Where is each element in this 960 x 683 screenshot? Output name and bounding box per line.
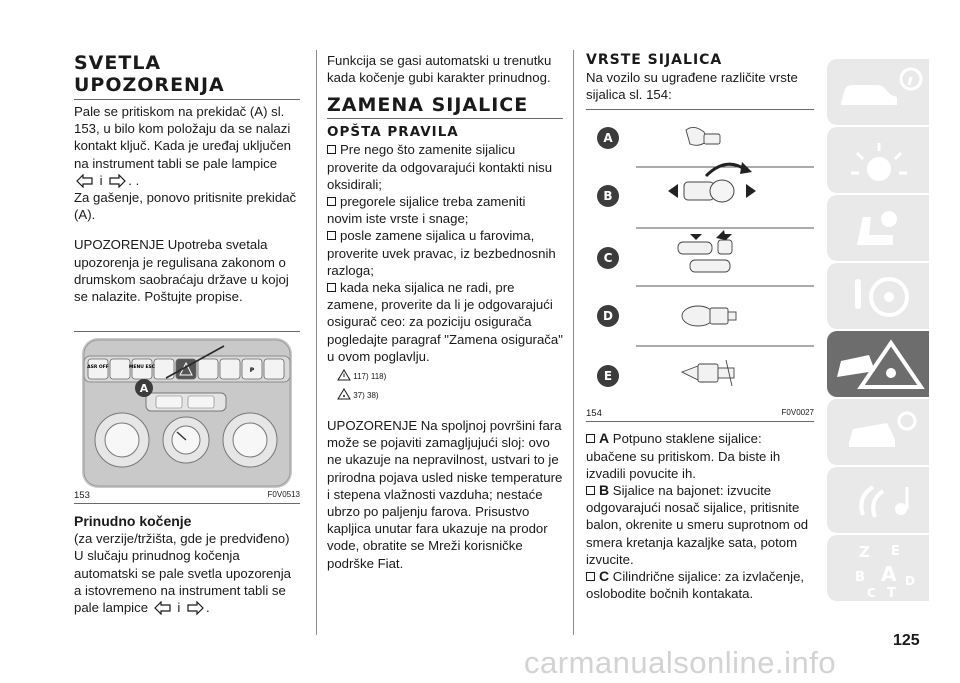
bullet-text: posle zamene sijalica u farovima, proverite uvek pravac, iz bezbednosnih razloga; xyxy=(327,228,556,278)
section-title-line2: UPOZORENJA xyxy=(74,74,225,96)
bulb-item-text: Sijalice na bajonet: izvucite odgovarajući nosač sijalice, pritisnite balon, okrenite u smeru suprotnom od smera kretanja kazaljke sata, potom izvucite. xyxy=(586,483,809,567)
emergency-warning-icon xyxy=(827,331,929,397)
bulb-types-heading: VRSTE SIJALICA xyxy=(586,52,723,68)
tab-index[interactable] xyxy=(827,535,929,601)
tab-maintenance[interactable] xyxy=(827,399,929,465)
bulb-item-b xyxy=(586,482,814,568)
bulb-letter-d: D xyxy=(603,309,613,324)
turn-left-lamp-icon xyxy=(76,174,94,188)
tab-multimedia[interactable] xyxy=(827,467,929,533)
switch-off-paragraph: Za gašenje, ponovo pritisnite prekidač (A). xyxy=(74,190,297,223)
wedge-bulb-drawing xyxy=(686,128,720,146)
bulb-item-text: Cilindrične sijalice: za izvlačenje, oslobodite bočnih kontakata. xyxy=(586,569,805,602)
bullet-text: pregorele sijalice treba zameniti novim iste vrste i snage; xyxy=(327,194,526,227)
caution-triangle-icon xyxy=(337,388,351,400)
turn-right-lamp-icon xyxy=(108,174,126,188)
dashboard-switch-illustration xyxy=(74,338,300,488)
hazard-text: Pale se pritiskom na prekidač (A) sl. 153, u bilo kom položaju da se nalazi kontakt ključ. Kada je uređaj uključen na instrument tabli se pale lampice xyxy=(74,104,291,171)
title-divider xyxy=(74,99,300,100)
middle-column xyxy=(327,52,563,572)
general-rules-heading: OPŠTA PRAVILA xyxy=(327,124,459,141)
bulb-item-letter: A xyxy=(599,430,610,447)
bulb-types-illustration xyxy=(586,110,814,406)
bullet-square xyxy=(586,434,595,443)
heading-divider xyxy=(327,118,563,119)
figure-code: F0V0513 xyxy=(267,490,300,500)
figure-bottom-rule xyxy=(586,421,814,422)
alphabetical-index-icon xyxy=(827,535,929,601)
figure-top-rule xyxy=(74,331,300,332)
watermark: carmanualsonline.info xyxy=(524,645,837,680)
bullet-item xyxy=(327,141,563,193)
bulb-letter-c: C xyxy=(603,251,613,266)
conjunction: i xyxy=(177,600,181,616)
svg-text:A: A xyxy=(881,562,897,586)
emergency-braking-heading: Prinudno kočenje xyxy=(74,513,192,530)
sun-icon xyxy=(827,127,929,193)
svg-text:D: D xyxy=(905,574,915,588)
figure-bottom-rule xyxy=(74,503,300,504)
figure-153 xyxy=(74,331,300,504)
column-rule-1 xyxy=(316,50,317,635)
seat-airbag-icon xyxy=(827,195,929,261)
figure-number: 154 xyxy=(586,408,602,420)
svg-text:T: T xyxy=(887,586,896,601)
svg-text:Z: Z xyxy=(859,543,870,561)
warning-triangle-icon xyxy=(337,369,351,381)
bullet-square xyxy=(327,231,336,240)
asr-off-label: ASR OFF xyxy=(87,365,109,371)
callout-a: A xyxy=(139,382,149,396)
figure-caption xyxy=(74,490,300,501)
bullet-square xyxy=(586,486,595,495)
bayonet-bulb-drawing xyxy=(668,162,756,202)
svg-text:E: E xyxy=(891,544,900,559)
tab-driving[interactable] xyxy=(827,263,929,329)
tab-safety[interactable] xyxy=(827,127,929,193)
warning-paragraph: UPOZORENJE Upotreba svetala upozorenja je regulisana zakonom o drumskom saobraćaju države u kojoj se nalazite. Poštujte propise. xyxy=(74,237,289,305)
sentence-end: . xyxy=(206,600,210,616)
bulb-letter-b: B xyxy=(603,189,613,204)
page-number: 125 xyxy=(893,632,920,649)
left-column xyxy=(74,52,300,616)
warning-reference xyxy=(337,369,563,384)
bullet-square xyxy=(586,572,595,581)
bulb-item-a xyxy=(586,430,814,482)
tab-dashboard[interactable] xyxy=(827,59,929,125)
warning-refs: 117) 118) xyxy=(353,372,387,382)
conjunction: i xyxy=(99,172,103,188)
festoon-bulb-drawing xyxy=(678,230,732,272)
section-title-line1: SVETLA xyxy=(74,52,162,74)
turn-right-lamp-icon xyxy=(186,601,204,615)
bullet-text: kada neka sijalica ne radi, pre zamene, proverite da li je odgovarajući osigurač ceo: za poziciju osigurača pogledajte paragraf "Zamena osigurača" u ovom poglavlju. xyxy=(327,280,563,364)
multimedia-icon xyxy=(827,467,929,533)
bulb-types-intro: Na vozilo su ugrađene različite vrste sijalica sl. 154: xyxy=(586,70,798,103)
turn-left-lamp-icon xyxy=(154,601,172,615)
car-service-icon xyxy=(827,399,929,465)
figure-code: F0V0027 xyxy=(781,408,814,418)
bullet-square xyxy=(327,197,336,206)
figure-caption xyxy=(586,408,814,419)
menu-esc-label: MENU ESC xyxy=(128,365,156,371)
bulb-item-c xyxy=(586,568,814,602)
sentence-end: . . xyxy=(128,172,140,188)
caution-refs: 37) 38) xyxy=(353,391,379,401)
car-info-icon xyxy=(827,59,929,125)
bullet-item xyxy=(327,279,563,365)
halogen-bulb-d-drawing xyxy=(682,306,736,326)
steering-wheel-icon xyxy=(827,263,929,329)
bulb-letter-e: E xyxy=(603,369,613,384)
bulb-item-text: Potpuno staklene sijalice: ubačene su pritiskom. Da biste ih izvadili povucite ih. xyxy=(586,431,781,481)
bullet-item xyxy=(327,193,563,227)
bullet-text: Pre nego što zamenite sijalicu proverite da odgovarajući kontakti nisu oksidirali; xyxy=(327,142,553,192)
bulb-replacement-heading: ZAMENA SIJALICE xyxy=(327,94,529,117)
bullet-square xyxy=(327,145,336,154)
figure-number: 153 xyxy=(74,490,90,502)
bulb-item-letter: C xyxy=(599,568,610,585)
bulb-letter-a: A xyxy=(603,131,613,146)
bullet-square xyxy=(327,283,336,292)
svg-text:C: C xyxy=(867,586,876,600)
bullet-item xyxy=(327,227,563,279)
hazard-paragraph xyxy=(74,103,300,189)
column-rule-2 xyxy=(573,50,574,635)
svg-text:B: B xyxy=(855,570,865,585)
emergency-braking-paragraph xyxy=(74,530,300,616)
halogen-bulb-e-drawing xyxy=(682,360,734,386)
tab-airbag[interactable] xyxy=(827,195,929,261)
caution-reference xyxy=(337,388,563,403)
parking-label: P xyxy=(249,367,255,375)
braking-continuation: Funkcija se gasi automatski u trenutku kada kočenje gubi karakter prinudnog. xyxy=(327,53,552,86)
fog-warning-paragraph: UPOZORENJE Na spoljnoj površini fara može se pojaviti zamagljujući sloj: ovo ne ukazuje na nepravilnost, ustvari to je prirodna pojava usled niske temperature i stepena vlažnosti vazduha; nestaće ubrzo po paljenju farova. Prisustvo kapljica unutar fara ukazuje na prodor vode, obratite se Mreži korisničke podrške Fiat. xyxy=(327,418,563,571)
tab-emergency[interactable] xyxy=(827,331,929,397)
right-column xyxy=(586,52,814,602)
emergency-braking-text: (za verzije/tržišta, gde je predviđeno) U slučaju prinudnog kočenja automatski se pale svetla upozorenja a istovremeno na instrument tabli se pale lampice xyxy=(74,531,291,616)
bulb-item-letter: B xyxy=(599,482,610,499)
